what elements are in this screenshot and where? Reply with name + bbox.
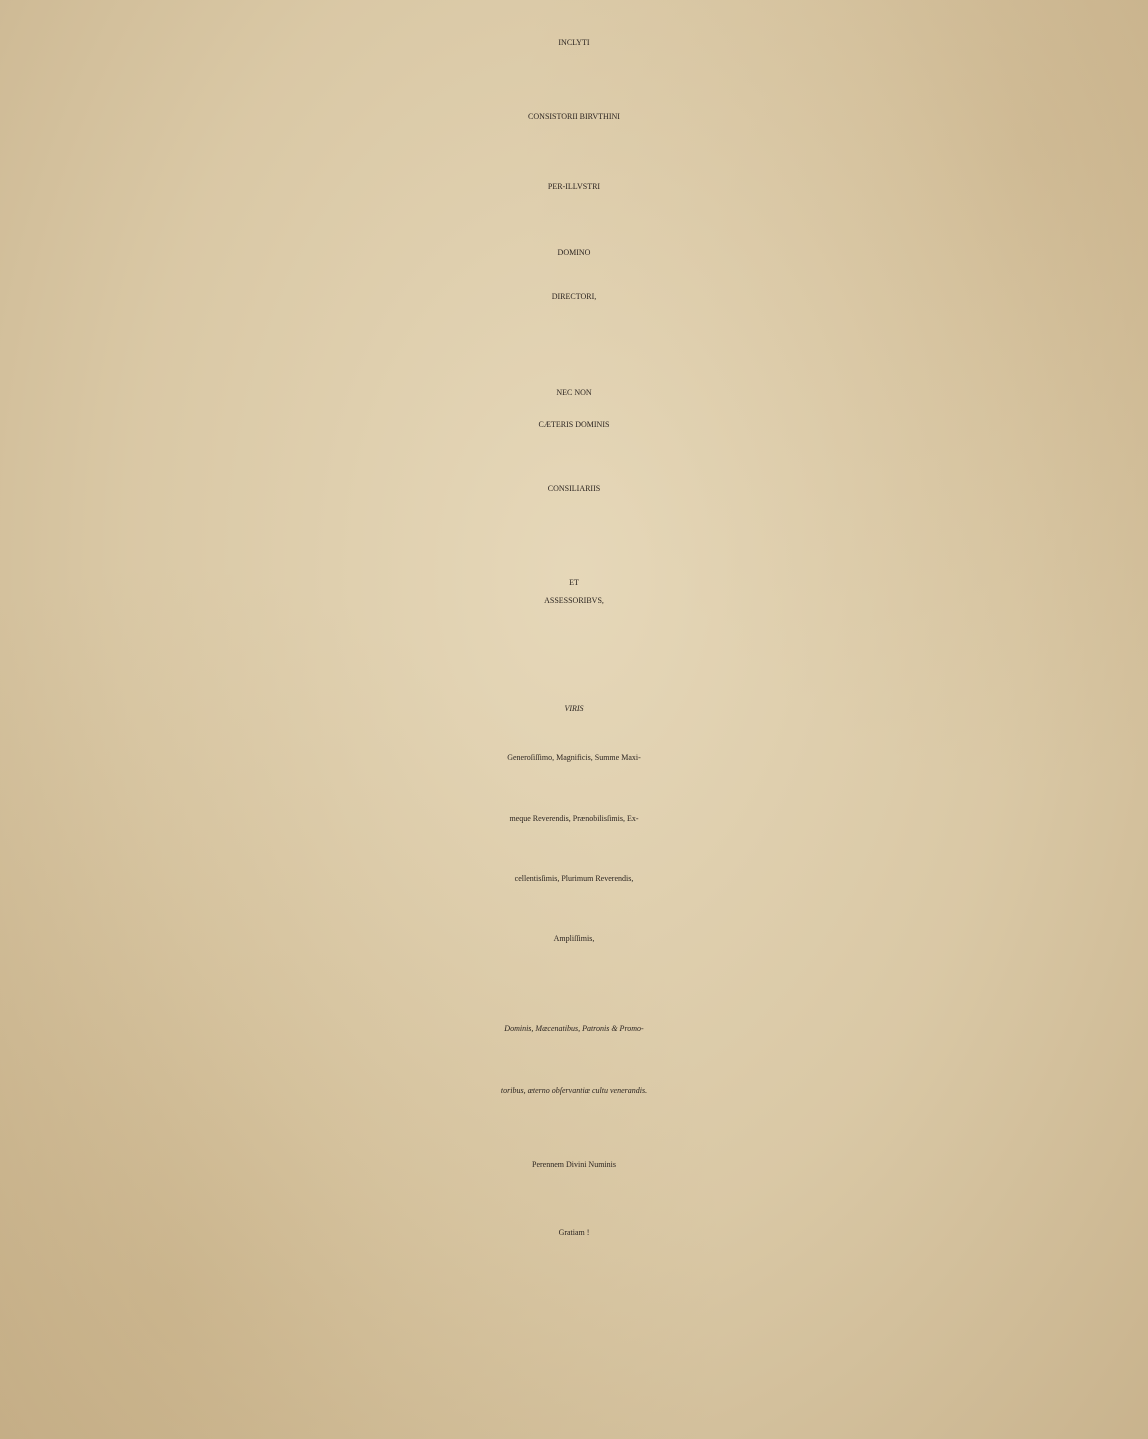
title-line-domino: DOMINO: [557, 248, 591, 257]
title-line-directori: DIRECTORI,: [551, 292, 597, 301]
closing-line-1: Perennem Divini Numinis: [532, 1160, 616, 1169]
title-line-assessoribus: ASSESSORIBVS,: [544, 596, 604, 605]
body-line-2: meque Reverendis, Prænobilisſimis, Ex-: [509, 814, 639, 823]
body-line-4: Ampliſſimis,: [553, 934, 595, 943]
title-line-consistorii: CONSISTORII BIRVTHINI: [528, 112, 620, 121]
title-line-et: ET: [569, 578, 579, 587]
title-line-per-illustri: PER-ILLVSTRI: [547, 182, 601, 191]
dedication-line-2: toribus, æterno obſervantiæ cultu venerandis.: [500, 1086, 648, 1095]
title-line-viris: VIRIS: [564, 704, 584, 713]
body-line-1: Generoſiſſimo, Magnificis, Summe Maxi-: [507, 753, 641, 762]
title-line-consiliariis: CONSILIARIIS: [547, 484, 601, 493]
title-line-caeteris: CÆTERIS DOMINIS: [538, 420, 610, 429]
dedication-line-1: Dominis, Mæcenatibus, Patronis & Promo-: [504, 1024, 644, 1033]
title-line-nec-non: NEC NON: [556, 388, 592, 397]
title-line-inclyti: INCLYTI: [558, 38, 590, 47]
closing-line-2: Gratiam !: [558, 1228, 590, 1237]
body-line-3: cellentisſimis, Plurimum Reverendis,: [514, 874, 634, 883]
